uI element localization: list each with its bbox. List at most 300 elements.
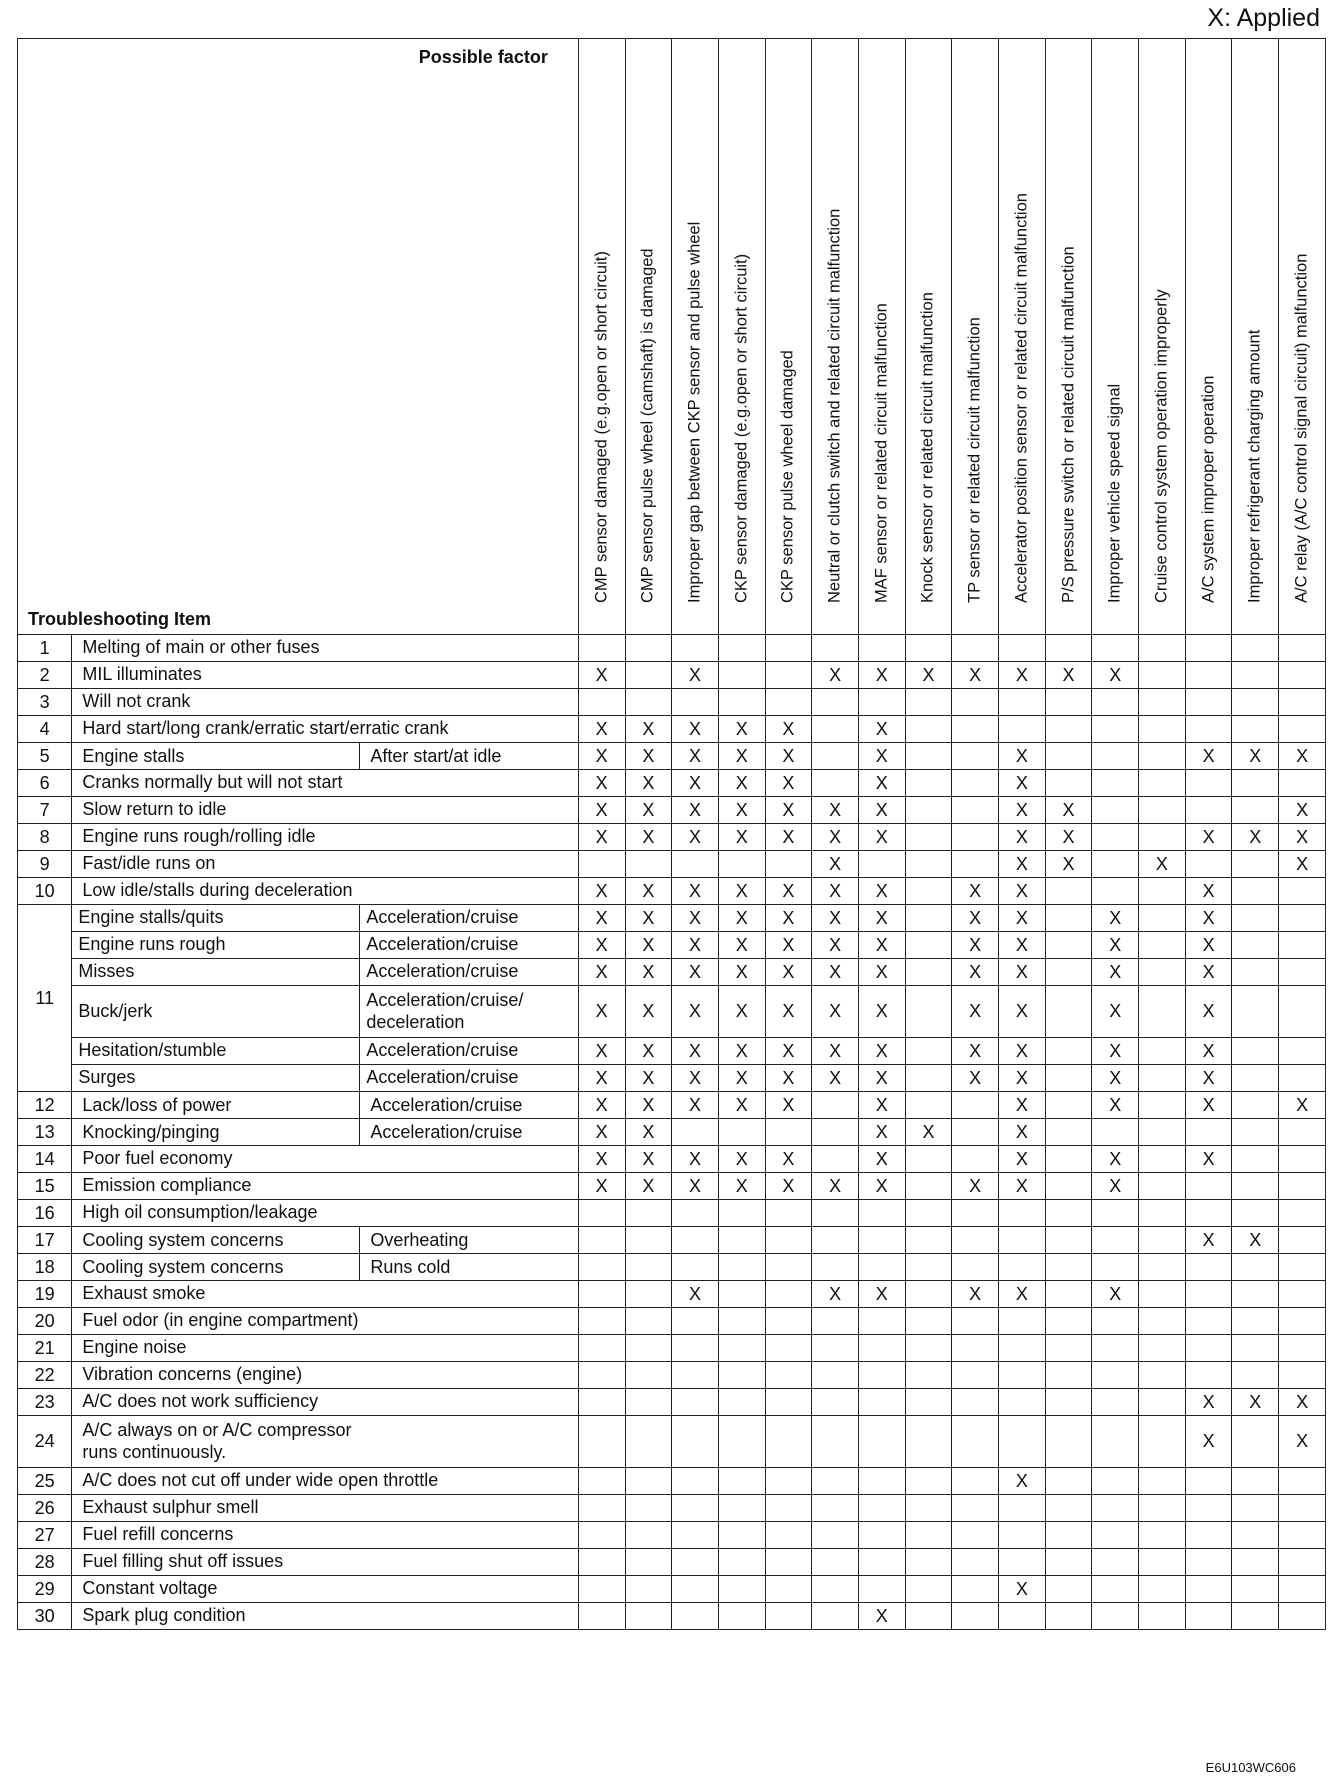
mark-cell [1092, 743, 1139, 770]
mark-cell [718, 1389, 765, 1416]
mark-cell [1139, 959, 1186, 986]
applied-mark: X [625, 824, 672, 851]
applied-mark: X [1232, 824, 1279, 851]
mark-cell [905, 824, 952, 851]
mark-cell [1279, 1603, 1326, 1630]
mark-cell [1185, 1522, 1232, 1549]
mark-cell [765, 1495, 812, 1522]
mark-cell [1045, 959, 1092, 986]
applied-mark: X [718, 986, 765, 1038]
applied-mark: X [718, 959, 765, 986]
mark-cell [999, 1254, 1046, 1281]
applied-mark: X [1045, 824, 1092, 851]
applied-mark: X [765, 1092, 812, 1119]
mark-cell [1232, 1281, 1279, 1308]
mark-cell [1185, 1468, 1232, 1495]
applied-mark: X [1185, 959, 1232, 986]
mark-cell [1139, 1065, 1186, 1092]
mark-cell [1092, 1308, 1139, 1335]
mark-cell [625, 1254, 672, 1281]
mark-cell [952, 1335, 999, 1362]
row-description: Cooling system concerns [72, 1227, 360, 1254]
row-description: Fuel odor (in engine compartment) [72, 1308, 578, 1335]
mark-cell [1045, 986, 1092, 1038]
applied-mark: X [1279, 851, 1326, 878]
mark-cell [905, 1549, 952, 1576]
applied-mark: X [858, 1065, 905, 1092]
mark-cell [1185, 662, 1232, 689]
row-description: Fast/idle runs on [72, 851, 578, 878]
mark-cell [1232, 1522, 1279, 1549]
mark-cell [578, 1308, 625, 1335]
factor-label: TP sensor or related circuit malfunction [965, 317, 984, 603]
applied-mark: X [999, 1173, 1046, 1200]
table-row [18, 1308, 1326, 1335]
table-row [18, 1335, 1326, 1362]
applied-mark: X [578, 1119, 625, 1146]
mark-cell [952, 1308, 999, 1335]
mark-cell [905, 1468, 952, 1495]
mark-cell [1139, 635, 1186, 662]
mark-cell [1045, 743, 1092, 770]
applied-mark: X [718, 1038, 765, 1065]
applied-mark: X [625, 1092, 672, 1119]
mark-cell [1232, 1362, 1279, 1389]
applied-mark: X [672, 770, 719, 797]
applied-mark: X [625, 905, 672, 932]
mark-cell [625, 1522, 672, 1549]
mark-cell [1045, 1254, 1092, 1281]
mark-cell [1232, 1549, 1279, 1576]
mark-cell [1092, 1576, 1139, 1603]
mark-cell [858, 635, 905, 662]
applied-mark: X [905, 662, 952, 689]
applied-mark: X [718, 770, 765, 797]
row-number: 25 [18, 1468, 72, 1495]
mark-cell [1045, 1468, 1092, 1495]
mark-cell [905, 1362, 952, 1389]
table-row [18, 1173, 1326, 1200]
applied-mark: X [625, 932, 672, 959]
mark-cell [1139, 1281, 1186, 1308]
mark-cell [578, 851, 625, 878]
applied-mark: X [672, 1173, 719, 1200]
mark-cell [905, 1281, 952, 1308]
row-description: Lack/loss of power [72, 1092, 360, 1119]
factor-label: CKP sensor damaged (e.g.open or short circuit) [732, 253, 751, 603]
mark-cell [672, 1362, 719, 1389]
mark-cell [1092, 851, 1139, 878]
mark-cell [1045, 1416, 1092, 1468]
mark-cell [999, 635, 1046, 662]
mark-cell [1279, 1468, 1326, 1495]
mark-cell [718, 1335, 765, 1362]
factor-header [812, 39, 859, 635]
mark-cell [1045, 770, 1092, 797]
document-code: E6U103WC606 [1205, 1760, 1296, 1775]
mark-cell [812, 1389, 859, 1416]
mark-cell [905, 959, 952, 986]
mark-cell [578, 1362, 625, 1389]
mark-cell [672, 1254, 719, 1281]
mark-cell [1092, 1254, 1139, 1281]
applied-mark: X [999, 824, 1046, 851]
mark-cell [858, 1522, 905, 1549]
applied-mark: X [999, 1065, 1046, 1092]
applied-mark: X [858, 662, 905, 689]
mark-cell [578, 1335, 625, 1362]
applied-mark: X [812, 986, 859, 1038]
mark-cell [905, 797, 952, 824]
mark-cell [1279, 986, 1326, 1038]
applied-mark: X [999, 932, 1046, 959]
factor-label: P/S pressure switch or related circuit malfunction [1059, 246, 1078, 603]
factor-label: Knock sensor or related circuit malfunction [918, 292, 937, 603]
mark-cell [999, 716, 1046, 743]
mark-cell [1279, 932, 1326, 959]
row-description: Surges [72, 1065, 360, 1092]
applied-mark: X [858, 824, 905, 851]
mark-cell [1139, 1254, 1186, 1281]
mark-cell [999, 1335, 1046, 1362]
mark-cell [1045, 1389, 1092, 1416]
mark-cell [812, 1522, 859, 1549]
factor-label: CMP sensor damaged (e.g.open or short circuit) [592, 251, 611, 603]
applied-mark: X [765, 986, 812, 1038]
applied-mark: X [718, 824, 765, 851]
factor-label: Improper refrigerant charging amount [1245, 329, 1264, 603]
applied-mark: X [765, 716, 812, 743]
mark-cell [905, 770, 952, 797]
mark-cell [718, 1416, 765, 1468]
applied-mark: X [765, 770, 812, 797]
applied-mark: X [625, 716, 672, 743]
applied-mark: X [999, 905, 1046, 932]
applied-mark: X [952, 1038, 999, 1065]
mark-cell [578, 1603, 625, 1630]
mark-cell [858, 1389, 905, 1416]
mark-cell [578, 1200, 625, 1227]
mark-cell [1139, 1603, 1186, 1630]
applied-mark: X [718, 797, 765, 824]
mark-cell [1139, 1362, 1186, 1389]
applied-mark: X [1185, 932, 1232, 959]
mark-cell [1185, 689, 1232, 716]
row-description: Fuel refill concerns [72, 1522, 578, 1549]
mark-cell [812, 635, 859, 662]
applied-mark: X [718, 878, 765, 905]
mark-cell [1045, 716, 1092, 743]
table-row [18, 1603, 1326, 1630]
row-number: 9 [18, 851, 72, 878]
mark-cell [1232, 1308, 1279, 1335]
row-description: Engine stalls/quits [72, 905, 360, 932]
row-description: Poor fuel economy [72, 1146, 578, 1173]
mark-cell [952, 824, 999, 851]
mark-cell [672, 851, 719, 878]
mark-cell [952, 1522, 999, 1549]
applied-mark: X [812, 1038, 859, 1065]
applied-mark: X [858, 1603, 905, 1630]
mark-cell [858, 851, 905, 878]
mark-cell [952, 689, 999, 716]
row-description: A/C always on or A/C compressor runs continuously. [72, 1416, 578, 1468]
applied-mark: X [1092, 905, 1139, 932]
mark-cell [1232, 1065, 1279, 1092]
mark-cell [1092, 635, 1139, 662]
applied-mark: X [718, 1146, 765, 1173]
troubleshooting-table [17, 38, 1326, 1630]
factor-label: A/C system improper operation [1199, 375, 1218, 603]
factor-header [1092, 39, 1139, 635]
table-row [18, 1576, 1326, 1603]
mark-cell [1139, 1119, 1186, 1146]
mark-cell [1185, 1173, 1232, 1200]
applied-mark: X [1045, 797, 1092, 824]
mark-cell [672, 1468, 719, 1495]
mark-cell [625, 1281, 672, 1308]
row-description: Knocking/pinging [72, 1119, 360, 1146]
mark-cell [812, 743, 859, 770]
mark-cell [1232, 932, 1279, 959]
mark-cell [905, 1416, 952, 1468]
mark-cell [672, 1200, 719, 1227]
mark-cell [1139, 797, 1186, 824]
applied-mark: X [1279, 743, 1326, 770]
mark-cell [625, 1389, 672, 1416]
factor-header [718, 39, 765, 635]
mark-cell [812, 1468, 859, 1495]
applied-mark: X [1185, 905, 1232, 932]
mark-cell [952, 1227, 999, 1254]
mark-cell [812, 1308, 859, 1335]
applied-mark: X [952, 986, 999, 1038]
mark-cell [905, 1227, 952, 1254]
row-description: Cooling system concerns [72, 1254, 360, 1281]
table-row [18, 1038, 1326, 1065]
row-description: Engine runs rough/rolling idle [72, 824, 578, 851]
mark-cell [1092, 1227, 1139, 1254]
mark-cell [1232, 1576, 1279, 1603]
mark-cell [952, 797, 999, 824]
mark-cell [999, 1200, 1046, 1227]
row-condition: After start/at idle [360, 743, 579, 770]
row-description: Will not crank [72, 689, 578, 716]
mark-cell [672, 1389, 719, 1416]
applied-mark: X [952, 1281, 999, 1308]
table-row [18, 797, 1326, 824]
applied-mark: X [858, 1092, 905, 1119]
mark-cell [1092, 1200, 1139, 1227]
mark-cell [1232, 1254, 1279, 1281]
mark-cell [1279, 1200, 1326, 1227]
table-row [18, 1146, 1326, 1173]
mark-cell [1045, 1227, 1092, 1254]
applied-mark: X [765, 959, 812, 986]
mark-cell [1045, 1362, 1092, 1389]
mark-cell [718, 1227, 765, 1254]
applied-mark: X [1092, 986, 1139, 1038]
mark-cell [765, 1603, 812, 1630]
factor-header [1279, 39, 1326, 635]
applied-mark: X [999, 1038, 1046, 1065]
applied-mark: X [578, 905, 625, 932]
row-number: 11 [18, 905, 72, 1092]
applied-mark: X [718, 743, 765, 770]
mark-cell [672, 1549, 719, 1576]
mark-cell [1232, 959, 1279, 986]
row-number: 17 [18, 1227, 72, 1254]
mark-cell [905, 932, 952, 959]
mark-cell [1139, 1038, 1186, 1065]
factor-header [672, 39, 719, 635]
mark-cell [952, 1495, 999, 1522]
row-number: 4 [18, 716, 72, 743]
possible-factor-label: Possible factor [418, 47, 548, 67]
mark-cell [578, 1522, 625, 1549]
applied-mark: X [765, 1173, 812, 1200]
mark-cell [1232, 878, 1279, 905]
mark-cell [672, 1576, 719, 1603]
applied-mark: X [578, 878, 625, 905]
applied-mark: X [578, 1173, 625, 1200]
applied-mark: X [858, 1281, 905, 1308]
mark-cell [718, 1522, 765, 1549]
row-description: Spark plug condition [72, 1603, 578, 1630]
mark-cell [905, 1576, 952, 1603]
mark-cell [1232, 1495, 1279, 1522]
mark-cell [765, 1468, 812, 1495]
applied-mark: X [999, 851, 1046, 878]
applied-mark: X [999, 986, 1046, 1038]
applied-mark: X [812, 662, 859, 689]
applied-mark: X [672, 986, 719, 1038]
row-description: Cranks normally but will not start [72, 770, 578, 797]
troubleshooting-body [18, 635, 1326, 1630]
mark-cell [999, 1416, 1046, 1468]
applied-mark: X [1185, 743, 1232, 770]
mark-cell [1279, 770, 1326, 797]
applied-mark: X [578, 1146, 625, 1173]
factor-header [578, 39, 625, 635]
table-row [18, 959, 1326, 986]
applied-mark: X [1185, 824, 1232, 851]
applied-mark: X [999, 878, 1046, 905]
applied-mark: X [625, 1065, 672, 1092]
applied-mark: X [858, 959, 905, 986]
mark-cell [1232, 1038, 1279, 1065]
mark-cell [1185, 635, 1232, 662]
mark-cell [672, 1308, 719, 1335]
factor-label: A/C relay (A/C control signal circuit) malfunction [1292, 253, 1311, 603]
applied-mark: X [578, 716, 625, 743]
mark-cell [1092, 1362, 1139, 1389]
factor-label: CMP sensor pulse wheel (camshaft) is damaged [638, 248, 657, 603]
applied-mark: X [812, 1065, 859, 1092]
mark-cell [812, 1119, 859, 1146]
mark-cell [1279, 878, 1326, 905]
mark-cell [1092, 689, 1139, 716]
row-number: 24 [18, 1416, 72, 1468]
mark-cell [952, 1119, 999, 1146]
mark-cell [812, 1200, 859, 1227]
mark-cell [1139, 1335, 1186, 1362]
mark-cell [578, 1576, 625, 1603]
mark-cell [718, 1308, 765, 1335]
applied-mark: X [952, 959, 999, 986]
mark-cell [1139, 1549, 1186, 1576]
row-condition: Acceleration/cruise/ deceleration [360, 986, 579, 1038]
legend-applied: X: Applied [1207, 4, 1320, 32]
mark-cell [718, 1200, 765, 1227]
mark-cell [718, 635, 765, 662]
mark-cell [1045, 905, 1092, 932]
applied-mark: X [952, 1173, 999, 1200]
applied-mark: X [765, 1146, 812, 1173]
mark-cell [1185, 1254, 1232, 1281]
mark-cell [625, 1495, 672, 1522]
mark-cell [952, 716, 999, 743]
mark-cell [812, 1335, 859, 1362]
table-row [18, 662, 1326, 689]
mark-cell [672, 635, 719, 662]
row-number: 22 [18, 1362, 72, 1389]
applied-mark: X [1185, 878, 1232, 905]
mark-cell [1139, 1389, 1186, 1416]
applied-mark: X [1279, 1092, 1326, 1119]
mark-cell [765, 1549, 812, 1576]
mark-cell [1092, 1389, 1139, 1416]
row-number: 21 [18, 1335, 72, 1362]
applied-mark: X [1092, 1281, 1139, 1308]
mark-cell [1279, 1254, 1326, 1281]
applied-mark: X [1185, 1092, 1232, 1119]
mark-cell [1139, 824, 1186, 851]
mark-cell [765, 1119, 812, 1146]
mark-cell [1045, 1092, 1092, 1119]
mark-cell [1185, 1576, 1232, 1603]
row-number: 8 [18, 824, 72, 851]
mark-cell [578, 1227, 625, 1254]
mark-cell [905, 743, 952, 770]
mark-cell [1232, 689, 1279, 716]
mark-cell [905, 1254, 952, 1281]
row-description: Vibration concerns (engine) [72, 1362, 578, 1389]
mark-cell [905, 716, 952, 743]
applied-mark: X [672, 1065, 719, 1092]
mark-cell [765, 1200, 812, 1227]
mark-cell [812, 1146, 859, 1173]
applied-mark: X [578, 743, 625, 770]
mark-cell [625, 1416, 672, 1468]
row-condition: Acceleration/cruise [360, 1065, 579, 1092]
applied-mark: X [952, 662, 999, 689]
mark-cell [905, 1173, 952, 1200]
mark-cell [999, 1308, 1046, 1335]
mark-cell [765, 1335, 812, 1362]
row-description: Hesitation/stumble [72, 1038, 360, 1065]
mark-cell [1185, 1281, 1232, 1308]
mark-cell [1139, 1576, 1186, 1603]
applied-mark: X [718, 1092, 765, 1119]
mark-cell [1185, 1603, 1232, 1630]
mark-cell [578, 1416, 625, 1468]
applied-mark: X [672, 1281, 719, 1308]
mark-cell [718, 1362, 765, 1389]
applied-mark: X [718, 1173, 765, 1200]
applied-mark: X [672, 662, 719, 689]
mark-cell [1139, 743, 1186, 770]
